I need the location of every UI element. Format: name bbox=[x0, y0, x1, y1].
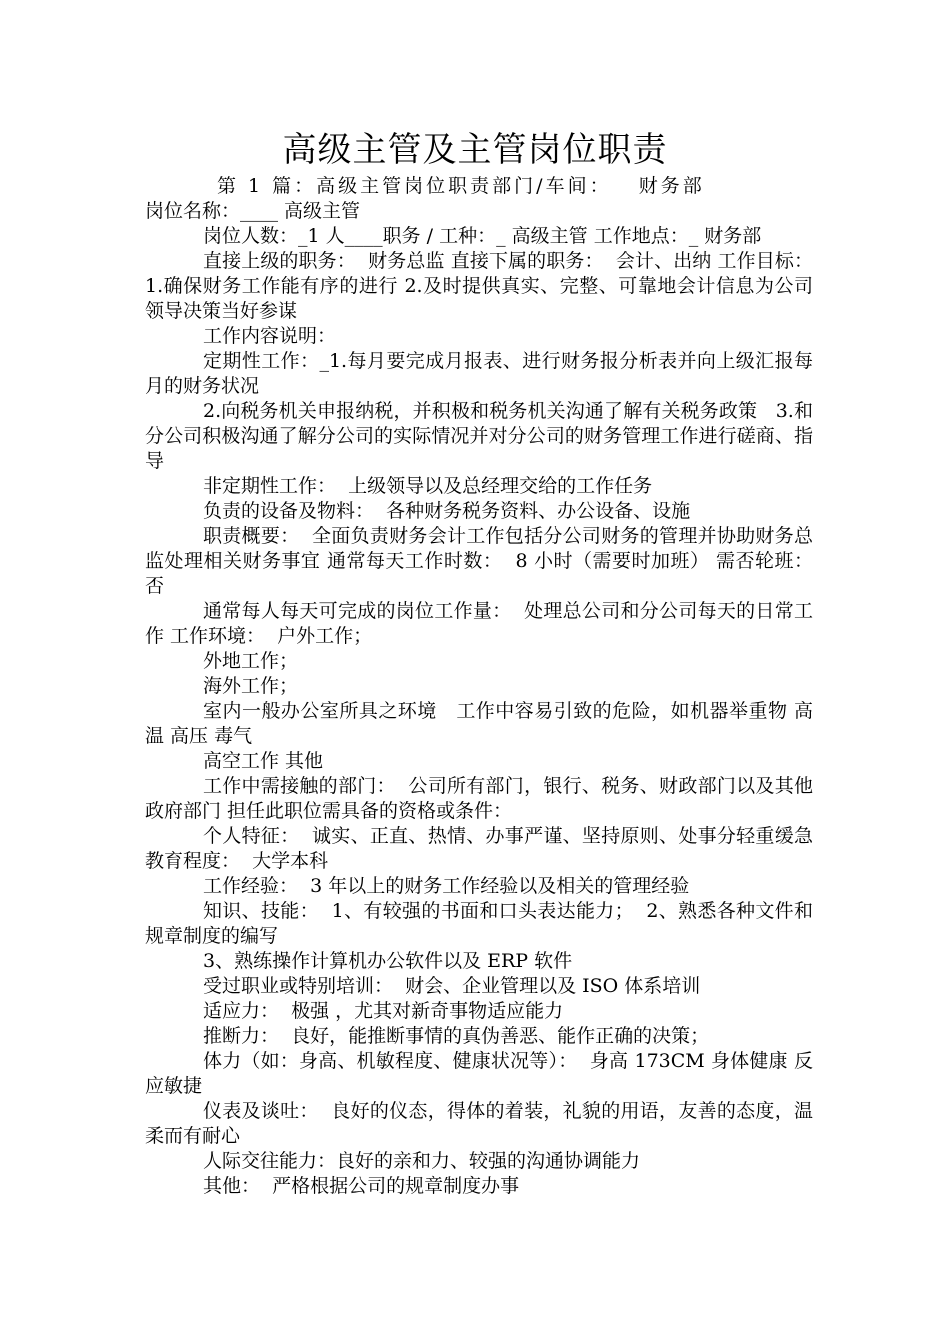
paragraph-hazards: 室内一般办公室所具之环境 工作中容易引致的危险，如机器举重物 高温 高压 毒气 bbox=[145, 700, 813, 747]
paragraph-dept: 第 1 篇：高级主管岗位职责部门/车间： 财务部 bbox=[217, 175, 705, 197]
paragraph-field-work: 外地工作； bbox=[203, 650, 299, 672]
paragraph-personal-traits: 个人特征： 诚实、正直、热情、办事严谨、坚持原则、处事分轻重缓急 教育程度： 大学本科 bbox=[145, 825, 820, 872]
paragraph-headcount: 岗位人数：_1 人____职务 / 工种：_ 高级主管 工作地点：_ 财务部 bbox=[203, 225, 762, 247]
paragraph-judgment: 推断力： 良好，能推断事情的真伪善恶、能作正确的决策； bbox=[203, 1025, 710, 1047]
paragraph-departments: 工作中需接触的部门： 公司所有部门，银行、税务、财政部门以及其他政府部门 担任此职位需具备的资格或条件： bbox=[145, 775, 813, 822]
paragraph-high-altitude: 高空工作 其他 bbox=[203, 750, 324, 772]
paragraph-interpersonal: 人际交往能力：良好的亲和力、较强的沟通协调能力 bbox=[203, 1150, 641, 1172]
paragraph-knowledge-skills: 知识、技能： 1、有较强的书面和口头表达能力； 2、熟悉各种文件和规章制度的编写 bbox=[145, 900, 813, 947]
paragraph-other: 其他： 严格根据公司的规章制度办事 bbox=[203, 1175, 520, 1197]
paragraph-appearance: 仪表及谈吐： 良好的仪态，得体的着装，礼貌的用语，友善的态度，温柔而有耐心 bbox=[145, 1100, 813, 1147]
paragraph-duty-summary: 职责概要： 全面负责财务会计工作包括分公司财务的管理并协助财务总监处理相关财务事宜 通常每天工作时数： 8 小时（需要时加班） 需否轮班： 否 bbox=[145, 525, 826, 597]
paragraph-work-content-heading: 工作内容说明： bbox=[203, 325, 337, 347]
paragraph-tax-branch: 2.向税务机关申报纳税，并积极和税务机关沟通了解有关税务政策 3.和分公司积极沟通了解分公司的实际情况并对分公司的财务管理工作进行磋商、指导 bbox=[145, 400, 813, 472]
paragraph-software: 3、熟练操作计算机办公软件以及 ERP 软件 bbox=[203, 950, 573, 972]
paragraph-position-name: 岗位名称：____ 高级主管 bbox=[145, 200, 361, 222]
paragraph-workload: 通常每人每天可完成的岗位工作量： 处理总公司和分公司每天的日常工作 工作环境： 户外工作； bbox=[145, 600, 813, 647]
paragraph-reporting-goals: 直接上级的职务： 财务总监 直接下属的职务： 会计、出纳 工作目标： 1.确保财务工作能有序的进行 2.及时提供真实、完整、可靠地会计信息为公司领导决策当好参谋 bbox=[145, 250, 826, 322]
paragraph-overseas-work: 海外工作； bbox=[203, 675, 299, 697]
paragraph-training: 受过职业或特别培训： 财会、企业管理以及 ISO 体系培训 bbox=[203, 975, 701, 997]
paragraph-adaptability: 适应力： 极强 ，尤其对新奇事物适应能力 bbox=[203, 1000, 564, 1022]
paragraph-experience: 工作经验： 3 年以上的财务工作经验以及相关的管理经验 bbox=[203, 875, 690, 897]
paragraph-periodic-work: 定期性工作：_1.每月要完成月报表、进行财务报分析表并向上级汇报每月的财务状况 bbox=[145, 350, 813, 397]
document-title: 高级主管及主管岗位职责 bbox=[282, 130, 668, 170]
paragraph-physical: 体力（如：身高、机敏程度、健康状况等）： 身高 173CM 身体健康 反应敏捷 bbox=[145, 1050, 813, 1097]
document-body bbox=[145, 174, 826, 1199]
paragraph-equipment: 负责的设备及物料： 各种财务税务资料、办公设备、设施 bbox=[203, 500, 691, 522]
paragraph-nonperiodic-work: 非定期性工作： 上级领导以及总经理交给的工作任务 bbox=[203, 475, 653, 497]
